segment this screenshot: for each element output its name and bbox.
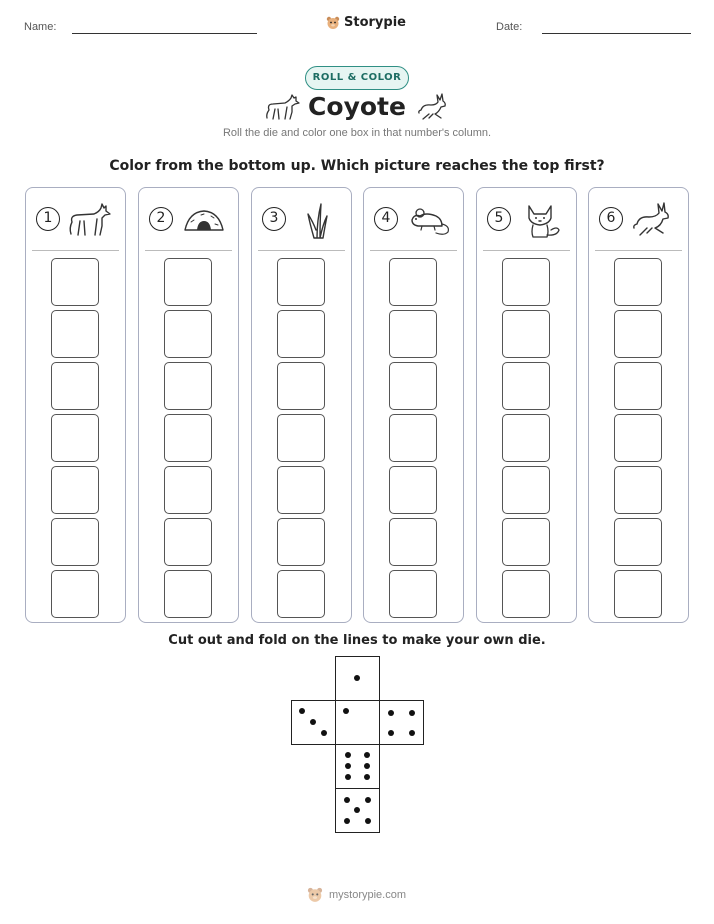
- die-face-3: [291, 700, 336, 745]
- color-box[interactable]: [502, 414, 550, 462]
- color-box[interactable]: [614, 258, 662, 306]
- color-box[interactable]: [277, 362, 325, 410]
- pip: [344, 818, 350, 824]
- color-box[interactable]: [614, 466, 662, 514]
- date-label: Date:: [496, 21, 523, 33]
- color-box[interactable]: [277, 570, 325, 618]
- column-3: [251, 187, 352, 623]
- pip: [364, 763, 370, 769]
- column-6: [588, 187, 689, 623]
- column-number: 5: [487, 207, 511, 231]
- die-face-1-center: [335, 700, 380, 745]
- color-box[interactable]: [164, 362, 212, 410]
- mouse-icon: [406, 200, 452, 240]
- color-box[interactable]: [51, 310, 99, 358]
- pip: [345, 774, 351, 780]
- pip: [409, 710, 415, 716]
- color-box[interactable]: [389, 570, 437, 618]
- color-box[interactable]: [389, 362, 437, 410]
- color-box[interactable]: [277, 258, 325, 306]
- pip: [345, 752, 351, 758]
- color-box[interactable]: [389, 310, 437, 358]
- pip: [364, 752, 370, 758]
- color-box[interactable]: [502, 362, 550, 410]
- color-box[interactable]: [502, 258, 550, 306]
- date-line: [542, 33, 691, 34]
- column-divider: [32, 250, 119, 251]
- column-2: [138, 187, 239, 623]
- pip: [310, 719, 316, 725]
- color-box[interactable]: [277, 518, 325, 566]
- roll-and-color-badge: ROLL & COLOR: [305, 66, 409, 90]
- pip: [354, 807, 360, 813]
- rabbit-icon: [631, 200, 677, 240]
- page-subtitle: Roll the die and color one box in that number's column.: [222, 127, 492, 139]
- pip: [344, 797, 350, 803]
- brand-logo: [326, 15, 406, 30]
- pip: [345, 763, 351, 769]
- pip: [343, 708, 349, 714]
- color-box[interactable]: [277, 466, 325, 514]
- pip: [365, 797, 371, 803]
- die-face-4: [379, 700, 424, 745]
- color-box[interactable]: [51, 570, 99, 618]
- color-box[interactable]: [164, 258, 212, 306]
- pip: [299, 708, 305, 714]
- die-face-1: [335, 656, 380, 701]
- color-box[interactable]: [277, 310, 325, 358]
- pip: [365, 818, 371, 824]
- color-box[interactable]: [614, 518, 662, 566]
- brand-name: Storypie: [344, 15, 406, 30]
- column-number: 2: [149, 207, 173, 231]
- column-number: 6: [599, 207, 623, 231]
- color-box[interactable]: [389, 466, 437, 514]
- pip: [409, 730, 415, 736]
- color-box[interactable]: [164, 570, 212, 618]
- color-box[interactable]: [164, 466, 212, 514]
- color-box[interactable]: [51, 414, 99, 462]
- color-box[interactable]: [51, 466, 99, 514]
- fox-icon: [519, 200, 565, 240]
- column-1: [25, 187, 126, 623]
- name-line: [72, 33, 257, 34]
- coyote-icon: [68, 200, 114, 240]
- column-divider: [145, 250, 232, 251]
- column-4: [363, 187, 464, 623]
- color-box[interactable]: [389, 518, 437, 566]
- column-divider: [258, 250, 345, 251]
- column-5: [476, 187, 577, 623]
- die-instruction: Cut out and fold on the lines to make your own die.: [168, 633, 546, 648]
- pip: [364, 774, 370, 780]
- color-box[interactable]: [614, 310, 662, 358]
- instruction-text: Color from the bottom up. Which picture reaches the top first?: [109, 158, 605, 174]
- pip: [354, 675, 360, 681]
- color-box[interactable]: [614, 362, 662, 410]
- grass-icon: [294, 200, 340, 240]
- color-box[interactable]: [51, 258, 99, 306]
- color-box[interactable]: [389, 414, 437, 462]
- den-icon: [181, 200, 227, 240]
- column-number: 3: [262, 207, 286, 231]
- column-divider: [595, 250, 682, 251]
- die-face-5: [335, 788, 380, 833]
- pip: [321, 730, 327, 736]
- color-box[interactable]: [164, 518, 212, 566]
- name-label: Name:: [24, 21, 57, 33]
- color-box[interactable]: [502, 570, 550, 618]
- color-box[interactable]: [164, 414, 212, 462]
- footer-url[interactable]: mystorypie.com: [329, 889, 407, 901]
- page-title: Coyote: [308, 92, 406, 121]
- storypie-bear-icon: [326, 16, 340, 30]
- color-box[interactable]: [614, 414, 662, 462]
- color-box[interactable]: [164, 310, 212, 358]
- die-face-6: [335, 744, 380, 789]
- storypie-bear-icon: [307, 887, 323, 903]
- column-number: 1: [36, 207, 60, 231]
- color-box[interactable]: [502, 466, 550, 514]
- color-box[interactable]: [614, 570, 662, 618]
- color-box[interactable]: [277, 414, 325, 462]
- color-box[interactable]: [389, 258, 437, 306]
- footer: [307, 887, 406, 903]
- column-divider: [370, 250, 457, 251]
- color-box[interactable]: [51, 362, 99, 410]
- color-box[interactable]: [502, 310, 550, 358]
- color-box[interactable]: [502, 518, 550, 566]
- color-box[interactable]: [51, 518, 99, 566]
- rabbit-title-icon: [415, 92, 449, 122]
- pip: [388, 710, 394, 716]
- column-divider: [483, 250, 570, 251]
- pip: [388, 730, 394, 736]
- column-number: 4: [374, 207, 398, 231]
